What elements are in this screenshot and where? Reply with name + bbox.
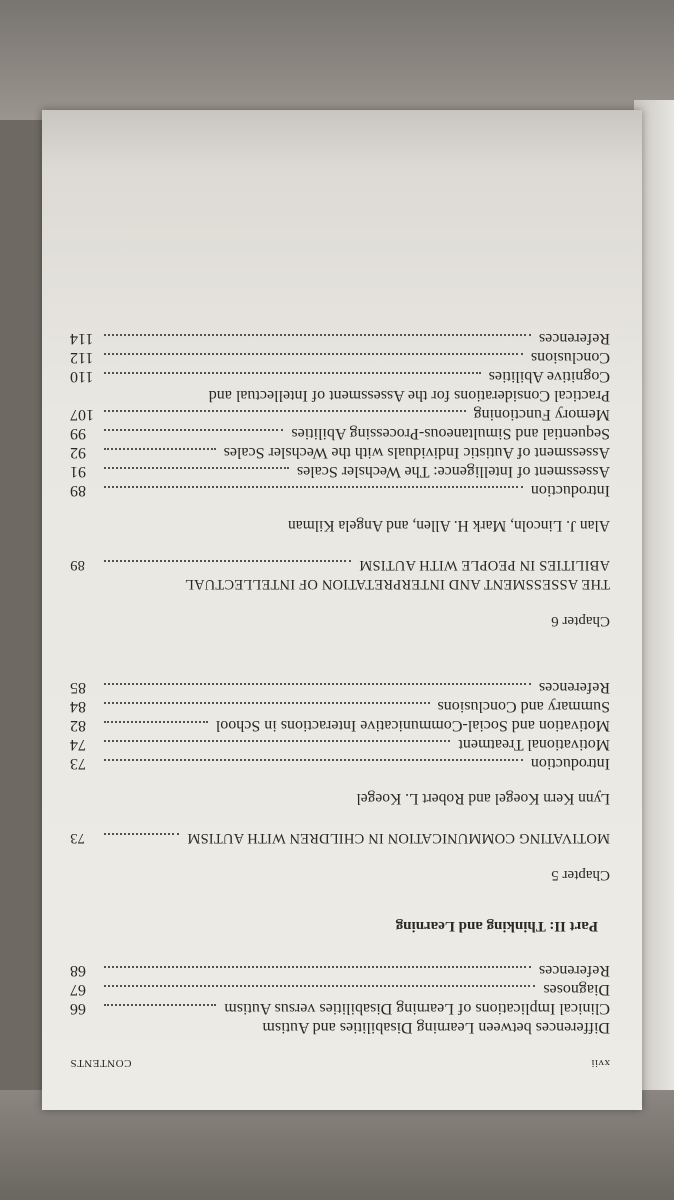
toc-entry bbox=[70, 367, 610, 386]
chapter6-title-line1 bbox=[70, 574, 610, 593]
entry-title: Memory Functioning bbox=[473, 406, 610, 423]
chapter-title-text: ABILITIES IN PEOPLE WITH AUTISM bbox=[359, 557, 610, 573]
leader-dots bbox=[104, 448, 216, 450]
entry-title: Motivation and Social-Communicative Interactions in School bbox=[215, 717, 610, 734]
entry-title: Assessment of Intelligence: The Wechsler Scales bbox=[296, 463, 610, 480]
toc-entry bbox=[70, 424, 610, 443]
leader-dots bbox=[104, 334, 531, 336]
leader-dots bbox=[104, 740, 450, 742]
running-header bbox=[70, 1053, 610, 1072]
entry-title: Cognitive Abilities bbox=[488, 368, 610, 385]
entry-page: 66 bbox=[70, 1000, 86, 1017]
chapter5-entries bbox=[70, 678, 610, 773]
header-page-number: xvii bbox=[590, 1057, 610, 1069]
leader-dots bbox=[104, 1004, 216, 1006]
toc-entry bbox=[70, 735, 610, 754]
entry-page: 99 bbox=[70, 425, 86, 442]
toc-entry bbox=[70, 961, 610, 980]
leader-dots bbox=[104, 966, 531, 968]
entry-page: 110 bbox=[70, 368, 94, 385]
chapter-page: 89 bbox=[70, 557, 85, 573]
spacer bbox=[70, 630, 610, 664]
leader-dots bbox=[104, 721, 208, 723]
toc-entry bbox=[70, 386, 610, 405]
leader-dots bbox=[104, 372, 481, 374]
background-top bbox=[0, 0, 674, 120]
page-shadow bbox=[42, 110, 642, 170]
entry-title: Diagnoses bbox=[543, 981, 610, 998]
toc-entry bbox=[70, 1018, 610, 1037]
entry-title: Introduction bbox=[530, 755, 610, 772]
chapter5-label: Chapter 5 bbox=[551, 867, 610, 883]
entry-title: Differences between Learning Disabilities and Autism bbox=[262, 1019, 610, 1036]
entry-title: Conclusions bbox=[530, 349, 610, 366]
leader-dots bbox=[104, 429, 283, 431]
leader-dots bbox=[104, 702, 430, 704]
chapter6-entries bbox=[70, 329, 610, 500]
toc-entry bbox=[70, 443, 610, 462]
chapter6-label: Chapter 6 bbox=[551, 613, 610, 629]
entry-title: Sequential and Simultaneous-Processing Abilities bbox=[291, 425, 610, 442]
entry-page: 73 bbox=[70, 755, 86, 772]
entry-title: Motivational Treatment bbox=[458, 736, 610, 753]
entry-title: Assessment of Autistic Individuals with the Wechsler Scales bbox=[223, 444, 610, 461]
leader-dots bbox=[104, 353, 523, 355]
leader-dots bbox=[104, 410, 466, 412]
leader-dots bbox=[104, 683, 531, 685]
entry-page: 89 bbox=[70, 482, 86, 499]
chapter6-title-line2 bbox=[70, 555, 610, 574]
leader-dots bbox=[104, 560, 351, 574]
toc-entry bbox=[70, 348, 610, 367]
entry-title: References bbox=[538, 962, 610, 979]
entry-page: 92 bbox=[70, 444, 86, 461]
entry-page: 74 bbox=[70, 736, 86, 753]
toc-entry bbox=[70, 405, 610, 424]
entry-page: 114 bbox=[70, 330, 94, 347]
entry-page: 107 bbox=[70, 406, 94, 423]
entry-title: Summary and Conclusions bbox=[437, 698, 610, 715]
entry-title: Practical Considerations for the Assessment of Intellectual and bbox=[208, 387, 610, 404]
part-heading: Part II: Thinking and Learning bbox=[395, 918, 598, 934]
book-page bbox=[42, 110, 642, 1110]
toc-entry bbox=[70, 697, 610, 716]
toc-entry bbox=[70, 462, 610, 481]
toc-entry bbox=[70, 678, 610, 697]
leader-dots bbox=[104, 486, 523, 488]
chapter-title-text: MOTIVATING COMMUNICATION IN CHILDREN WITH AUTISM bbox=[187, 830, 610, 846]
leader-dots bbox=[104, 833, 179, 847]
toc-entry bbox=[70, 329, 610, 348]
chapter6-authors: Alan J. Lincoln, Mark H. Allen, and Angela Kilman bbox=[288, 517, 610, 534]
leader-dots bbox=[104, 759, 523, 761]
toc-content bbox=[70, 315, 610, 1072]
entry-page: 68 bbox=[70, 962, 86, 979]
chapter-title-text: THE ASSESSMENT AND INTERPRETATION OF INTELLECTUAL bbox=[184, 576, 610, 592]
entry-page: 85 bbox=[70, 679, 86, 696]
entry-title: References bbox=[538, 679, 610, 696]
entry-page: 67 bbox=[70, 981, 86, 998]
chapter4-tail bbox=[70, 961, 610, 1037]
leader-dots bbox=[104, 985, 535, 987]
chapter5-authors: Lynn Kern Koegel and Robert L. Koegel bbox=[356, 790, 610, 807]
entry-page: 112 bbox=[70, 349, 94, 366]
page-content-rotated bbox=[42, 110, 642, 1110]
chapter5-title bbox=[70, 828, 610, 847]
entry-page: 91 bbox=[70, 463, 86, 480]
entry-title: References bbox=[538, 330, 610, 347]
chapter-page: 73 bbox=[70, 830, 85, 846]
entry-page: 82 bbox=[70, 717, 86, 734]
toc-entry bbox=[70, 999, 610, 1018]
toc-entry bbox=[70, 754, 610, 773]
toc-entry bbox=[70, 980, 610, 999]
header-section: CONTENTS bbox=[70, 1057, 132, 1069]
entry-title: Introduction bbox=[530, 482, 610, 499]
leader-dots bbox=[104, 467, 289, 469]
toc-entry bbox=[70, 481, 610, 500]
entry-title: Clinical Implications of Learning Disabilities versus Autism bbox=[224, 1000, 610, 1017]
entry-page: 84 bbox=[70, 698, 86, 715]
toc-entry bbox=[70, 716, 610, 735]
